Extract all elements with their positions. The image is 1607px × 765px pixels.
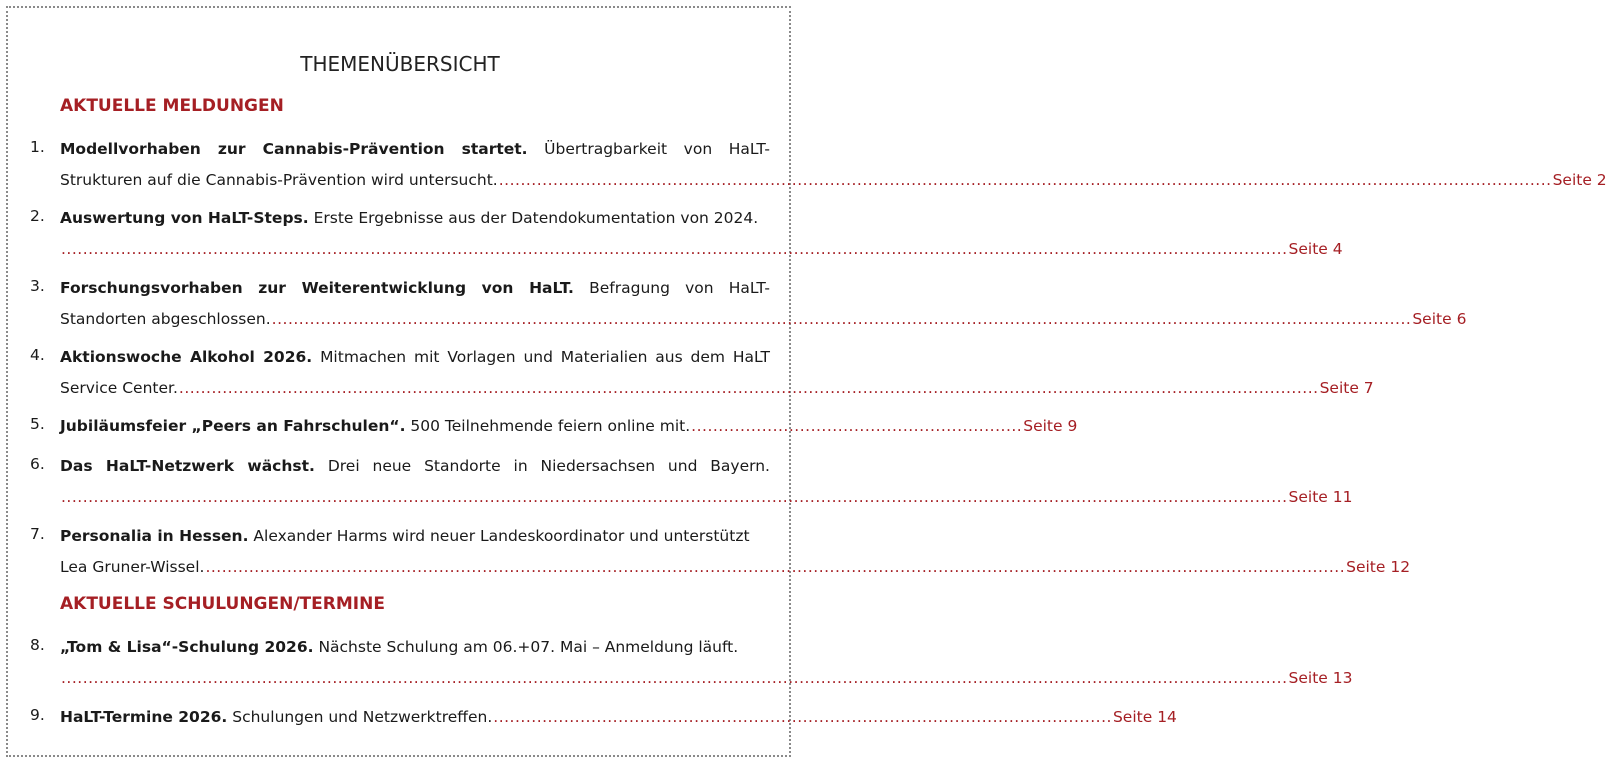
entry-description: Übertragbarkeit von HaLT- xyxy=(544,140,771,158)
page-reference[interactable]: Seite 6 xyxy=(1412,310,1467,328)
entry-description: Drei neue Standorte in Niedersachsen und Bayern. xyxy=(327,457,770,475)
entry-headline: Modellvorhaben zur Cannabis-Prävention startet. xyxy=(60,140,528,158)
entry-headline: Auswertung von HaLT-Steps. xyxy=(60,209,309,227)
entry-description-cont: Service Center. xyxy=(60,379,178,397)
dot-leader: ............................................................. xyxy=(691,417,1023,435)
entry-number: 8. xyxy=(30,636,45,654)
entry-description: Mitmachen mit Vorlagen und Materialien aus dem HaLT xyxy=(320,348,771,366)
page-reference[interactable]: Seite 13 xyxy=(1288,669,1353,687)
entry-headline: Aktionswoche Alkohol 2026. xyxy=(60,348,313,366)
entry-number: 9. xyxy=(30,706,45,724)
entry-number: 1. xyxy=(30,138,45,156)
page-reference[interactable]: Seite 2 xyxy=(1552,171,1607,189)
page-reference[interactable]: Seite 11 xyxy=(1288,488,1353,506)
page-reference[interactable]: Seite 7 xyxy=(1319,379,1374,397)
entry-description-cont: Lea Gruner-Wissel. xyxy=(60,558,205,576)
entry-description: Alexander Harms wird neuer Landeskoordinator und unterstützt xyxy=(253,527,750,545)
entry-description: Befragung von HaLT- xyxy=(589,279,771,297)
entry-description: Nächste Schulung am 06.+07. Mai – Anmeldung läuft. xyxy=(318,638,739,656)
dot-leader: .................................................................................................................................................................................................................................. xyxy=(61,240,1288,258)
entry-description-cont: Strukturen auf die Cannabis-Prävention wird untersucht. xyxy=(60,171,498,189)
dot-leader: .................................................................................................................. xyxy=(493,708,1112,726)
dot-leader: .................................................................................................................................................................................................................................. xyxy=(61,488,1288,506)
entry-number: 7. xyxy=(30,525,45,543)
entry-number: 2. xyxy=(30,207,45,225)
dot-leader: .................................................................................................................................................................................................................. xyxy=(271,310,1412,328)
page-reference[interactable]: Seite 9 xyxy=(1023,417,1078,435)
entry-description: 500 Teilnehmende feiern online mit. xyxy=(410,417,691,435)
dot-leader: .................................................................................................................................................................................................................. xyxy=(178,379,1319,397)
entry-description: Erste Ergebnisse aus der Datendokumentation von 2024. xyxy=(313,209,759,227)
page-title: THEMENÜBERSICHT xyxy=(300,52,500,76)
entry-number: 6. xyxy=(30,455,45,473)
entry-headline: Jubiläumsfeier „Peers an Fahrschulen“. xyxy=(60,417,406,435)
entry-number: 5. xyxy=(30,415,45,433)
dot-leader: .................................................................................................................................................................................................. xyxy=(498,171,1552,189)
entry-headline: Das HaLT-Netzwerk wächst. xyxy=(60,457,315,475)
dot-leader: .................................................................................................................................................................................................................................. xyxy=(61,669,1288,687)
entry-description: Schulungen und Netzwerktreffen. xyxy=(232,708,493,726)
entry-number: 3. xyxy=(30,277,45,295)
dot-leader: .................................................................................................................................................................................................................. xyxy=(205,558,1346,576)
entry-headline: Forschungsvorhaben zur Weiterentwicklung von HaLT. xyxy=(60,279,574,297)
entry-headline: HaLT-Termine 2026. xyxy=(60,708,228,726)
page-reference[interactable]: Seite 12 xyxy=(1346,558,1411,576)
page-reference[interactable]: Seite 4 xyxy=(1288,240,1343,258)
section-heading-news: AKTUELLE MELDUNGEN xyxy=(60,96,284,116)
section-heading-trainings: AKTUELLE SCHULUNGEN/TERMINE xyxy=(60,594,385,614)
entry-description-cont: Standorten abgeschlossen. xyxy=(60,310,271,328)
entry-headline: Personalia in Hessen. xyxy=(60,527,249,545)
entry-number: 4. xyxy=(30,346,45,364)
entry-headline: „Tom & Lisa“-Schulung 2026. xyxy=(60,638,314,656)
page-reference[interactable]: Seite 14 xyxy=(1112,708,1177,726)
